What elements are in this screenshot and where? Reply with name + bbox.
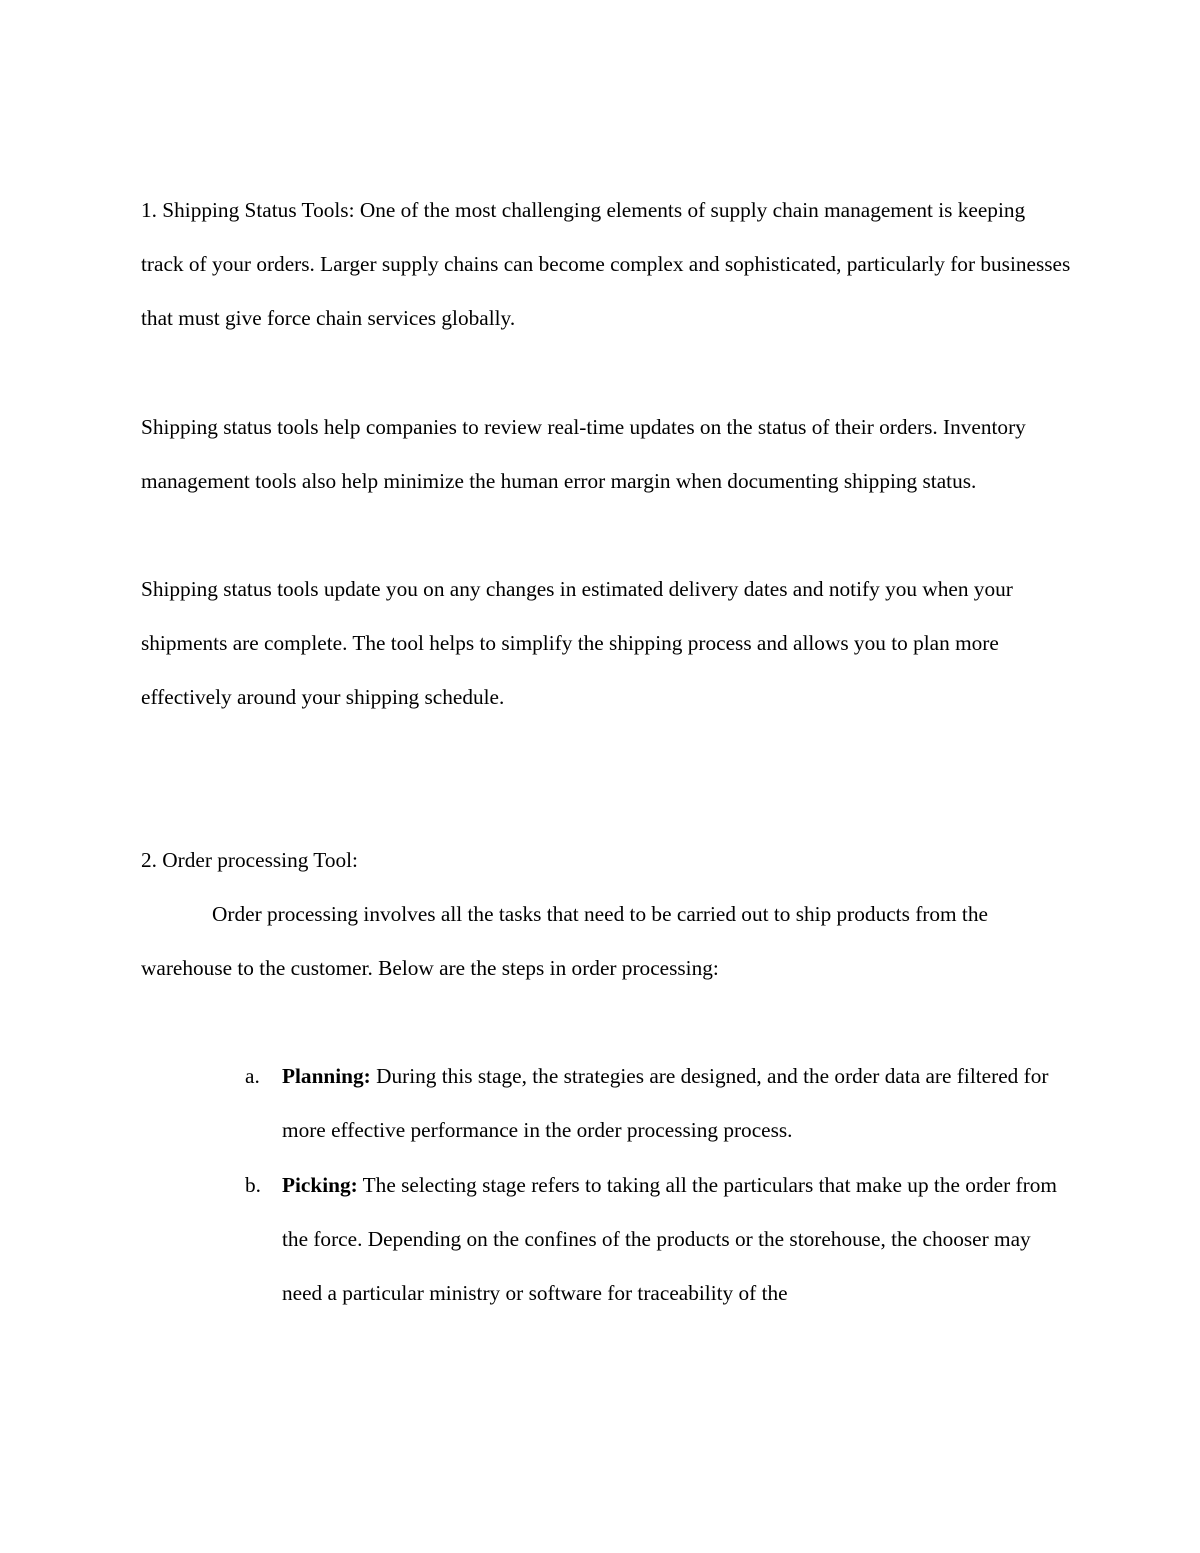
step-text: During this stage, the strategies are designed, and the order data are filtered for more effective performance in the order processing process. <box>282 1064 1049 1143</box>
list-item-picking <box>141 1158 1071 1321</box>
shipping-status-paragraph-1: 1. Shipping Status Tools: One of the most challenging elements of supply chain management is keeping track of your orders. Larger supply chains can become complex and sophisticated, particularly for businesses that must give force chain services globally. <box>141 198 1071 331</box>
section-spacer <box>141 725 1071 833</box>
paragraph-spacer <box>141 346 1071 400</box>
order-processing-heading: 2. Order processing Tool: <box>141 847 358 872</box>
order-processing-steps-list <box>141 1049 1071 1320</box>
order-processing-intro: Order processing involves all the tasks that need to be carried out to ship products from the warehouse to the customer. Below are the steps in order processing: <box>141 901 988 981</box>
step-term: Planning: <box>282 1064 371 1089</box>
list-marker: a. <box>245 1064 260 1089</box>
step-text: The selecting stage refers to taking all the particulars that make up the order from the force. Depending on the confines of the products or the storehouse, the chooser may need a particular ministry or software for traceability of the <box>282 1172 1057 1306</box>
list-marker: b. <box>245 1172 261 1197</box>
paragraph-spacer <box>141 508 1071 562</box>
shipping-status-paragraph-2: Shipping status tools help companies to review real-time updates on the status of their orders. Inventory management tools also help minimize the human error margin when documenting shipping status. <box>141 414 1026 493</box>
paragraph-spacer <box>141 995 1071 1049</box>
step-term: Picking: <box>282 1172 358 1197</box>
document-body <box>141 183 1071 1320</box>
shipping-status-paragraph-3: Shipping status tools update you on any changes in estimated delivery dates and notify you when your shipments are complete. The tool helps to simplify the shipping process and allows you to plan more effectively around your shipping schedule. <box>141 577 1013 710</box>
list-item-planning <box>141 1049 1071 1157</box>
